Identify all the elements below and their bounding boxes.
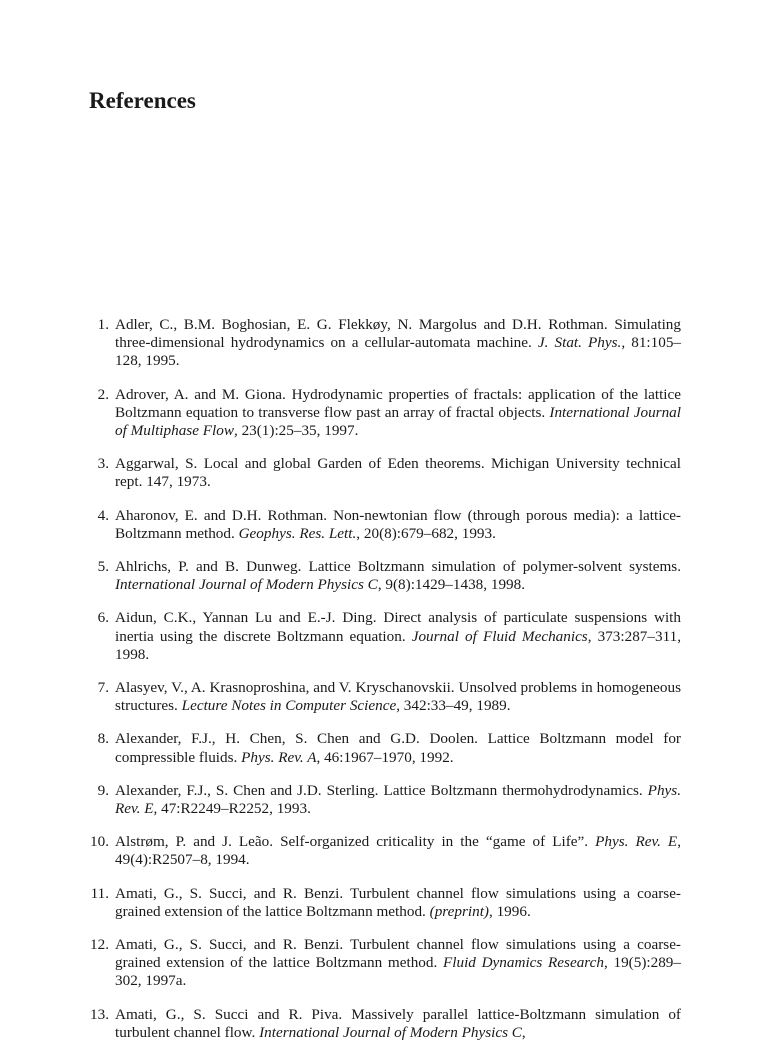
reference-text: Ahlrichs, P. and B. Dunweg. Lattice Boltzmann simulation of polymer-solvent systems.	[115, 558, 681, 576]
reference-venue: International Journal of Multiphase Flow	[115, 403, 681, 440]
reference-number: 7.	[97, 679, 109, 697]
reference-venue: Phys. Rev. E	[115, 781, 681, 818]
reference-number: 4.	[97, 506, 109, 524]
reference-item	[89, 885, 681, 921]
reference-number: 10.	[90, 833, 109, 851]
reference-details: , 342:33–49, 1989.	[396, 697, 511, 715]
reference-venue: Phys. Rev. A	[241, 748, 317, 766]
reference-number: 6.	[97, 609, 109, 627]
reference-item	[89, 833, 681, 869]
page-heading: References	[89, 88, 196, 113]
reference-text: Adler, C., B.M. Boghosian, E. G. Flekkøy, N. Margolus and D.H. Rothman. Simulating three-dimensional hydrodynamics on a cellular-automata machine.	[115, 316, 681, 352]
reference-item	[89, 730, 681, 766]
reference-venue: (preprint)	[429, 902, 489, 920]
reference-text: Amati, G., S. Succi, and R. Benzi. Turbulent channel flow simulations using a coarse-grained extension of the lattice Boltzmann method.	[115, 884, 681, 920]
reference-item	[89, 455, 681, 491]
reference-venue: Fluid Dynamics Research	[442, 954, 604, 972]
reference-venue: Journal of Fluid Mechanics	[411, 627, 588, 645]
reference-venue: Phys. Rev. E	[595, 833, 678, 851]
reference-number: 5.	[97, 558, 109, 576]
reference-details: , 19(5):289–302, 1997a.	[115, 954, 681, 990]
reference-number: 3.	[97, 455, 109, 473]
reference-number: 1.	[97, 316, 109, 333]
reference-list	[89, 316, 681, 1057]
reference-item	[89, 936, 681, 991]
reference-details: , 49(4):R2507–8, 1994.	[115, 833, 681, 869]
reference-number: 13.	[90, 1005, 109, 1023]
reference-details: ,	[521, 1023, 526, 1041]
reference-text: Alstrøm, P. and J. Leão. Self-organized criticality in the “game of Life”.	[115, 833, 596, 851]
reference-details: , 46:1967–1970, 1992.	[316, 748, 454, 766]
reference-number: 12.	[90, 936, 109, 954]
reference-text: Aharonov, E. and D.H. Rothman. Non-newtonian flow (through porous media): a lattice-Boltzmann method.	[115, 506, 681, 542]
reference-number: 11.	[90, 884, 109, 902]
reference-venue: J. Stat. Phys.	[537, 334, 622, 352]
reference-number: 9.	[97, 781, 109, 799]
reference-venue: International Journal of Modern Physics C	[115, 576, 378, 594]
reference-venue: International Journal of Modern Physics C	[259, 1023, 522, 1041]
reference-text: Alexander, F.J., S. Chen and J.D. Sterling. Lattice Boltzmann thermohydrodynamics.	[115, 781, 648, 799]
reference-text: Aggarwal, S. Local and global Garden of Eden theorems. Michigan University technical rept. 147, 1973.	[115, 455, 681, 491]
reference-item	[89, 386, 681, 441]
reference-text: Alexander, F.J., H. Chen, S. Chen and G.D. Doolen. Lattice Boltzmann model for compressible fluids.	[115, 730, 681, 766]
reference-number: 8.	[97, 730, 109, 748]
reference-text: Aidun, C.K., Yannan Lu and E.-J. Ding. Direct analysis of particulate suspensions with inertia using the discrete Boltzmann equation.	[115, 609, 681, 645]
reference-venue: Geophys. Res. Lett.	[238, 524, 357, 542]
reference-text: Amati, G., S. Succi and R. Piva. Massively parallel lattice-Boltzmann simulation of turbulent channel flow.	[115, 1005, 681, 1041]
reference-details: , 1996.	[488, 902, 531, 920]
reference-item	[89, 558, 681, 594]
reference-text: Alasyev, V., A. Krasnoproshina, and V. Kryschanovskii. Unsolved problems in homogeneous structures.	[115, 679, 681, 715]
reference-venue: Lecture Notes in Computer Science	[181, 697, 397, 715]
reference-details: , 81:105–128, 1995.	[115, 334, 682, 370]
reference-details: , 9(8):1429–1438, 1998.	[377, 576, 526, 594]
reference-number: 2.	[97, 385, 109, 403]
reference-details: , 23(1):25–35, 1997.	[233, 422, 359, 440]
reference-details: , 373:287–311, 1998.	[115, 627, 681, 663]
reference-details: , 47:R2249–R2252, 1993.	[153, 800, 311, 818]
reference-item	[89, 507, 681, 543]
reference-item	[89, 316, 681, 371]
reference-item	[89, 679, 681, 715]
reference-item	[89, 782, 681, 818]
reference-item	[89, 609, 681, 664]
reference-text: Amati, G., S. Succi, and R. Benzi. Turbulent channel flow simulations using a coarse-grained extension of the lattice Boltzmann method.	[115, 936, 681, 972]
reference-text: Adrover, A. and M. Giona. Hydrodynamic properties of fractals: application of the lattice Boltzmann equation to transverse flow past an array of fractal objects.	[115, 385, 681, 421]
reference-details: , 20(8):679–682, 1993.	[356, 524, 496, 542]
